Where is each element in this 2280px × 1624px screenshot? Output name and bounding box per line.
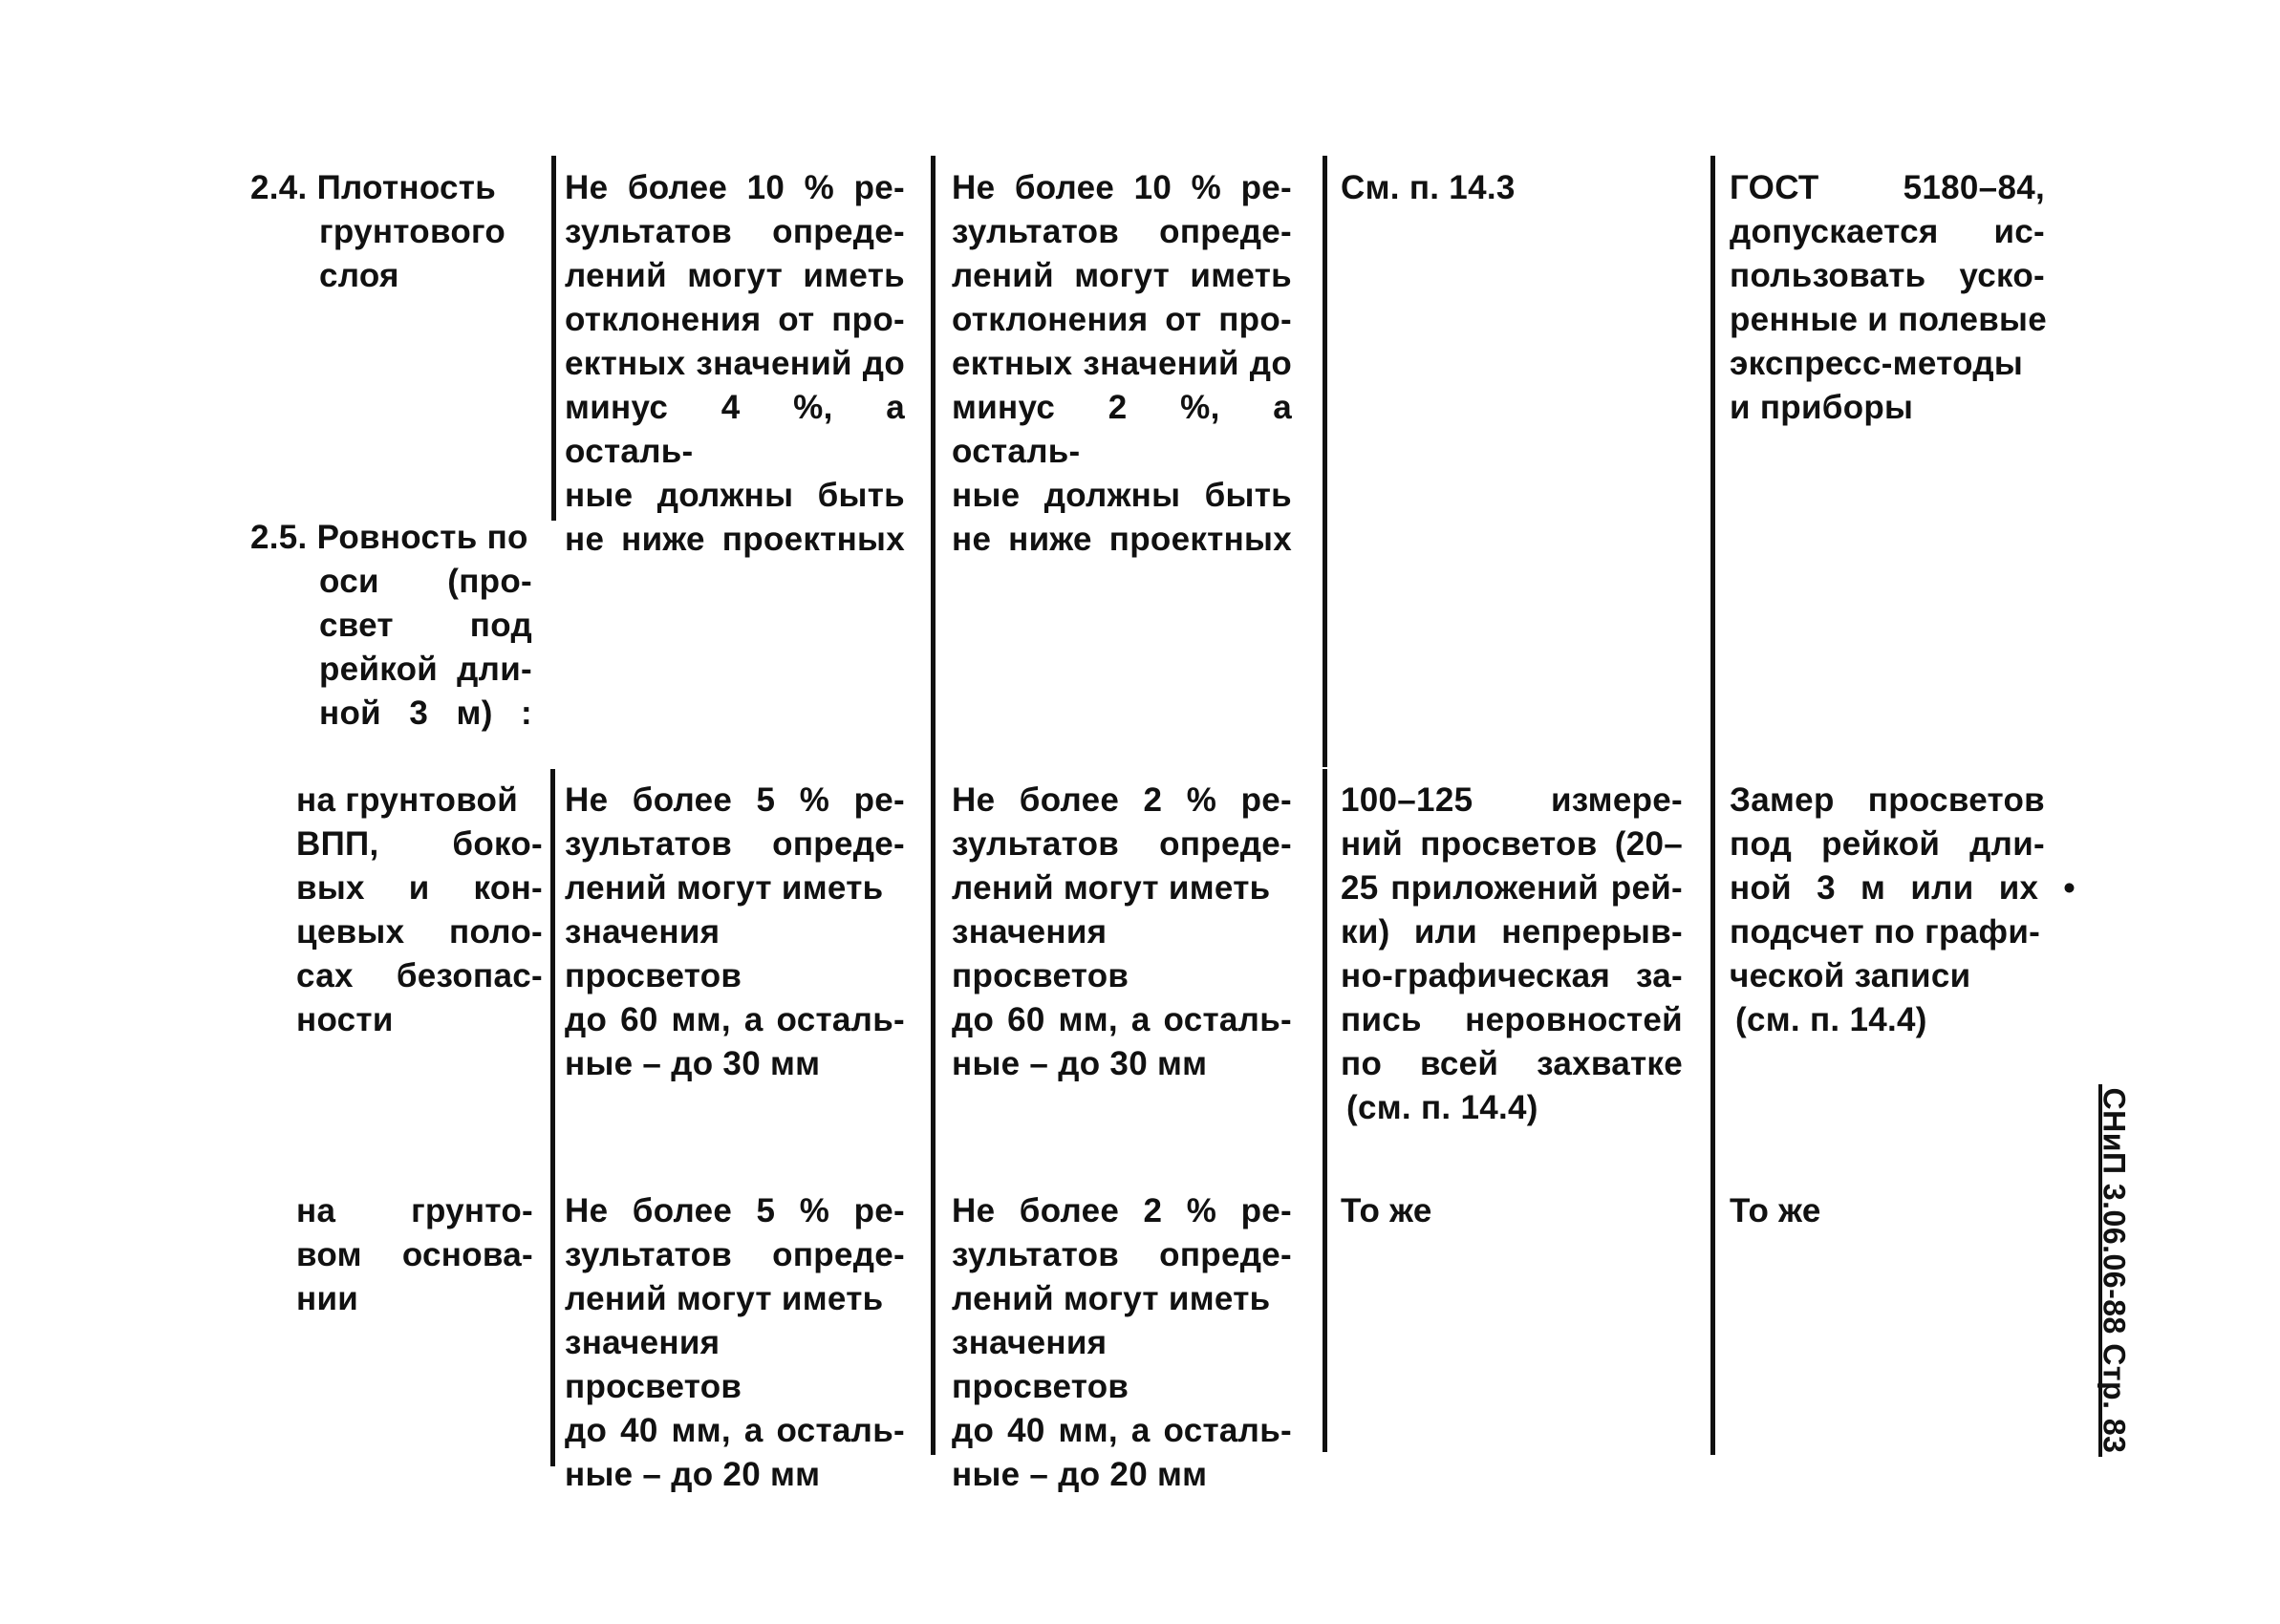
- row-2-5-runway-parameter: на грунтовой ВПП, боко- вых и кон- цевых поло- сах безопас- ности: [296, 781, 543, 1038]
- document-code-and-page: СНиП 3.06.06-88 Стр. 83: [2097, 1087, 2132, 1454]
- row-2-5-parameter: 2.5. Ровность по оси (про- свет под рейкой дли- ной 3 м) :: [250, 519, 532, 732]
- row-2-5-runway-tolerance-a: Не более 5 % ре- зультатов опреде- лений могут иметь значения просветов до 60 мм, а осталь- ные – до 30 мм: [565, 781, 905, 1082]
- column-divider: [931, 156, 936, 1455]
- column-divider: [1323, 769, 1327, 1452]
- row-2-4-parameter: 2.4. Плотность грунтового слоя: [250, 169, 506, 294]
- column-divider: [1710, 156, 1715, 1455]
- row-2-5-base-tolerance-a: Не более 5 % ре- зультатов опреде- лений могут иметь значения просветов до 40 мм, а осталь- ные – до 20 мм: [565, 1192, 905, 1493]
- row-2-5-base-method: То же: [1730, 1192, 1821, 1229]
- row-2-5-base-tolerance-b: Не более 2 % ре- зультатов опреде- лений могут иметь значения просветов до 40 мм, а осталь- ные – до 20 мм: [952, 1192, 1292, 1493]
- row-2-5-base-parameter: на грунто- вом основа- нии: [296, 1192, 533, 1317]
- row-2-4-method: ГОСТ 5180–84, допускается ис- пользовать уско- ренные и полевые экспресс-методы и приборы: [1730, 169, 2048, 426]
- row-2-5-runway-control-volume: 100–125 измере- ний просветов (20– 25 приложений рей- ки) или непрерыв- но-графическая за- пись неровностей по всей захватке (см. п. 14.4): [1341, 781, 1683, 1126]
- column-divider: [1323, 156, 1327, 767]
- row-2-4-control-volume: См. п. 14.3: [1341, 169, 1516, 206]
- row-2-5-runway-method: Замер просветов под рейкой дли- ной 3 м или их • подсчет по графи- ческой записи (см. п. 14.4): [1730, 781, 2076, 1038]
- row-2-4-tolerance-a: Не более 10 % ре- зультатов опреде- лений могут иметь отклонения от про- ектных значений до минус 4 %, а осталь- ные должны быть не ниже проектных: [565, 169, 905, 558]
- row-2-4-tolerance-b: Не более 10 % ре- зультатов опреде- лений могут иметь отклонения от про- ектных значений до минус 2 %, а осталь- ные должны быть не ниже проектных: [952, 169, 1292, 558]
- column-divider: [550, 769, 555, 1466]
- row-2-5-base-control-volume: То же: [1341, 1192, 1432, 1229]
- column-divider: [551, 156, 556, 521]
- row-2-5-runway-tolerance-b: Не более 2 % ре- зультатов опреде- лений могут иметь значения просветов до 60 мм, а осталь- ные – до 30 мм: [952, 781, 1292, 1082]
